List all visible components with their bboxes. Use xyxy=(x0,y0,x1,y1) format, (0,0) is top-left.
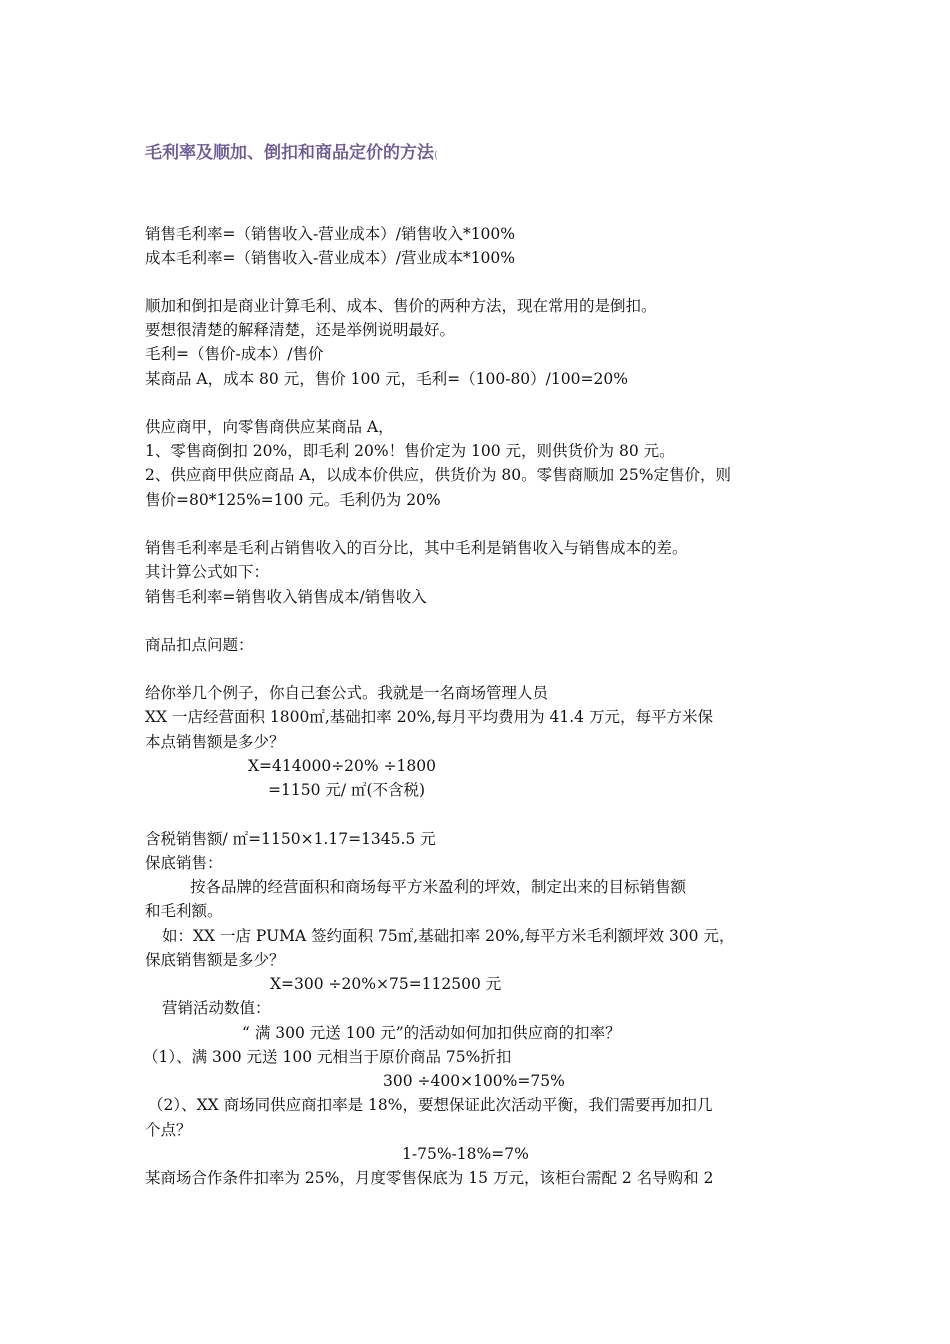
text-line: 保底销售额是多少？ xyxy=(145,951,285,969)
text-line: 其计算公式如下： xyxy=(145,563,270,581)
text-line: 商品扣点问题： xyxy=(145,636,254,654)
text-line: 某商品 A，成本 80 元，售价 100 元，毛利=（100-80）/100=20% xyxy=(145,370,628,388)
text-line: 本点销售额是多少？ xyxy=(145,733,285,751)
text-line: “ 满 300 元送 100 元”的活动如何加扣供应商的扣率？ xyxy=(242,1024,621,1042)
text-line: 销售毛利率=销售收入销售成本/销售收入 xyxy=(145,588,427,606)
text-line: 供应商甲，向零售商供应某商品 A， xyxy=(145,418,394,436)
text-line: 销售毛利率是毛利占销售收入的百分比，其中毛利是销售收入与销售成本的差。 xyxy=(145,539,688,557)
text-line: 如：XX 一店 PUMA 签约面积 75㎡,基础扣率 20%,每平方米毛利额坪效 300 元， xyxy=(162,927,735,945)
formula-line: 300 ÷400×100%=75% xyxy=(383,1072,565,1090)
text-line: 1、零售商倒扣 20%，即毛利 20%！售价定为 100 元，则供货价为 80 元。 xyxy=(145,442,675,460)
text-line: 和毛利额。 xyxy=(145,902,223,920)
formula-line: X=300 ÷20%×75=112500 元 xyxy=(270,975,502,993)
title-text: 毛利率及顺加、倒扣和商品定价的方法 xyxy=(145,143,434,163)
document-title xyxy=(145,138,438,163)
text-line: 2、供应商甲供应商品 A，以成本价供应，供货价为 80。零售商顺加 25%定售价，则 xyxy=(145,466,732,484)
text-line: 含税销售额/ ㎡=1150×1.17=1345.5 元 xyxy=(145,830,436,848)
formula-line: 1-75%-18%=7% xyxy=(402,1145,529,1163)
text-line: 某商场合作条件扣率为 25%，月度零售保底为 15 万元，该柜台需配 2 名导购和 2 xyxy=(145,1169,714,1187)
text-line: 毛利=（售价-成本）/售价 xyxy=(145,345,324,363)
text-line: 保底销售： xyxy=(145,854,223,872)
formula-line: X=414000÷20% ÷1800 xyxy=(248,757,436,775)
formula-line: =1150 元/ ㎡(不含税) xyxy=(268,781,426,799)
text-line: （1）、满 300 元送 100 元相当于原价商品 75%折扣 xyxy=(143,1048,512,1066)
text-line: 营销活动数值： xyxy=(162,999,271,1017)
text-line: XX 一店经营面积 1800㎡,基础扣率 20%,每月平均费用为 41.4 万元，每平方米保 xyxy=(145,708,713,726)
text-line: 给你举几个例子，你自己套公式。我就是一名商场管理人员 xyxy=(145,684,549,702)
text-line: （2）、XX 商场同供应商扣率是 18%，要想保证此次活动平衡，我们需要再加扣几 xyxy=(148,1096,713,1114)
text-line: 顺加和倒扣是商业计算毛利、成本、售价的两种方法，现在常用的是倒扣。 xyxy=(145,297,657,315)
text-line: 售价=80*125%=100 元。毛利仍为 20% xyxy=(145,491,441,509)
text-line: 成本毛利率=（销售收入-营业成本）/营业成本*100% xyxy=(145,249,516,267)
text-line: 要想很清楚的解释清楚，还是举例说明最好。 xyxy=(145,321,456,339)
title-suffix: ( xyxy=(434,150,438,161)
text-line: 个点？ xyxy=(145,1121,192,1139)
text-line: 按各品牌的经营面积和商场每平方米盈利的坪效，制定出来的目标销售额 xyxy=(190,878,687,896)
text-line: 销售毛利率=（销售收入-营业成本）/销售收入*100% xyxy=(145,225,516,243)
